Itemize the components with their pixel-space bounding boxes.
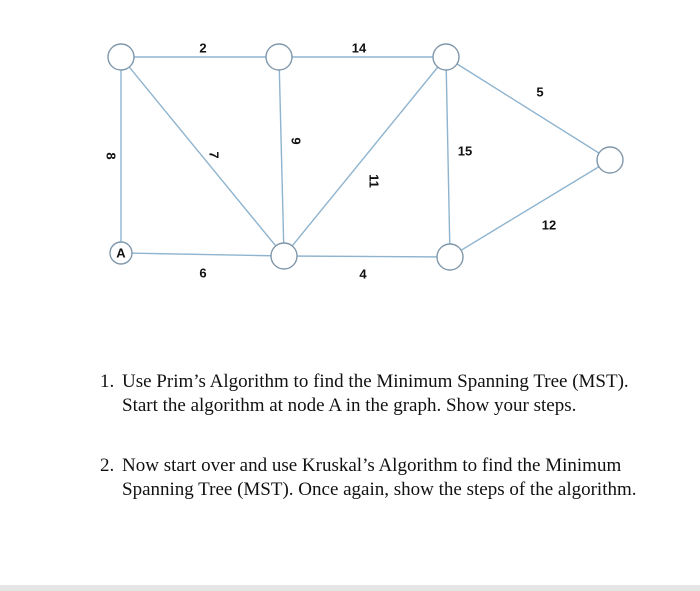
edge-weight-label: 2 [199, 40, 207, 56]
node-br [437, 244, 463, 270]
node-bm [271, 243, 297, 269]
edge-weight-label: 11 [366, 174, 382, 188]
edge-weight-label: 6 [199, 265, 207, 281]
edge-weight-label: 12 [541, 217, 557, 233]
edge-weight-label: 8 [103, 152, 119, 160]
question-2 [100, 454, 660, 502]
question-1-text: Use Prim’s Algorithm to find the Minimum Spanning Tree (MST). Start the algorithm at node A in the graph. Show your steps. [122, 371, 629, 416]
edge-weight-label: 5 [536, 84, 544, 100]
node-tl [108, 44, 134, 70]
edge-tl-bm [121, 57, 284, 256]
edge-a-bm [121, 253, 284, 256]
edge-rt-br [450, 160, 610, 257]
question-1-number: 1. [100, 371, 115, 392]
question-1 [100, 370, 660, 418]
questions [100, 370, 660, 502]
edge-tr-bm [284, 57, 446, 256]
question-2-text: Now start over and use Kruskal’s Algorithm to find the Minimum Spanning Tree (MST). Once again, show the steps of the algorithm. [122, 455, 637, 500]
node-tr [433, 44, 459, 70]
edge-bm-br [284, 256, 450, 257]
edge-weight-label: 14 [351, 40, 367, 56]
edge-weight-label: 15 [457, 143, 473, 159]
edge-tm-bm [279, 57, 284, 256]
node-label: A [116, 245, 126, 261]
edge-weight-label: 4 [359, 266, 367, 282]
bottom-scroll-bar [0, 585, 700, 591]
node-rt [597, 147, 623, 173]
question-2-number: 2. [100, 455, 115, 476]
edge-tr-br [446, 57, 450, 257]
edge-weight-label: 9 [288, 137, 304, 145]
node-tm [266, 44, 292, 70]
edge-weight-label: 7 [206, 151, 222, 159]
